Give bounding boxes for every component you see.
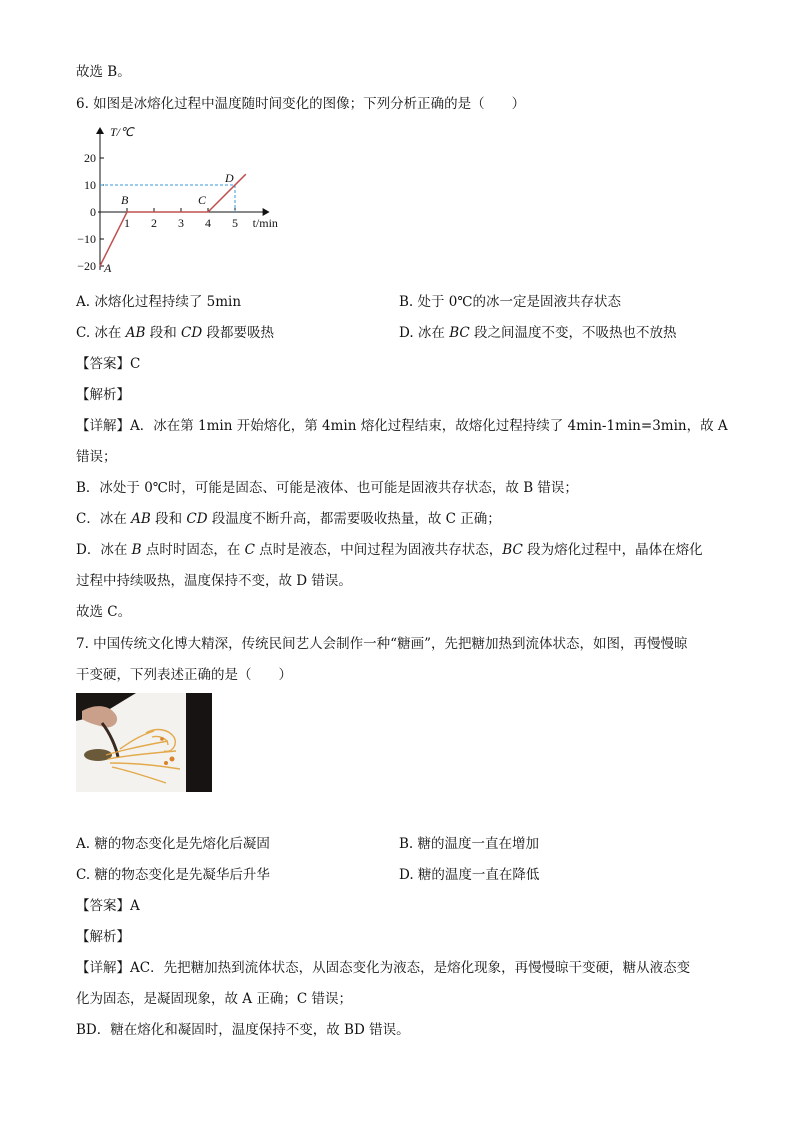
melting-graph xyxy=(74,120,294,280)
y-tick-label: 0 xyxy=(90,205,96,219)
x-axis-label: t/min xyxy=(252,216,278,230)
q6-option-d: D. 冰在 BC 段之间温度不变，不吸热也不放热 xyxy=(399,325,677,341)
q6-analysis-heading: 【解析】 xyxy=(76,387,130,403)
q7-option-c: C. 糖的物态变化是先凝华后升华 xyxy=(76,867,270,883)
q7-answer: 【答案】A xyxy=(76,898,140,914)
q7-detail-2: BD．糖在熔化和凝固时，温度保持不变，故 BD 错误。 xyxy=(76,1022,410,1038)
x-tick-label: 4 xyxy=(205,216,211,230)
chart-labels xyxy=(103,171,234,275)
q7-option-d: D. 糖的温度一直在降低 xyxy=(399,867,540,883)
q6-option-c: C. 冰在 AB 段和 CD 段都要吸热 xyxy=(76,325,274,341)
q6-option-a: A. 冰熔化过程持续了 5min xyxy=(76,294,242,310)
q6-detail-1: 【详解】A．冰在第 1min 开始熔化，第 4min 熔化过程结束，故熔化过程持续了 4min-1min=3min，故 A xyxy=(76,418,728,434)
x-tick-label: 3 xyxy=(178,216,184,230)
q7-detail-1b: 化为固态，是凝固现象，故 A 正确；C 错误； xyxy=(76,991,352,1007)
q6-option-b: B. 处于 0℃的冰一定是固液共存状态 xyxy=(399,294,621,310)
y-tick-label: 10 xyxy=(84,178,96,192)
point-label-c: C xyxy=(198,193,207,207)
x-tick-label: 1 xyxy=(124,216,130,230)
q7-option-a: A. 糖的物态变化是先熔化后凝固 xyxy=(76,836,270,852)
point-label-b: B xyxy=(121,193,129,207)
q6-conclusion: 故选 C。 xyxy=(76,604,132,620)
q6-detail-4: D．冰在 B 点时时固态，在 C 点时是液态，中间过程为固液共存状态，BC 段为熔化过程中，晶体在熔化 xyxy=(76,542,703,558)
x-tick-label: 2 xyxy=(151,216,157,230)
x-tick-label: 5 xyxy=(232,216,238,230)
q7-detail-1: 【详解】AC．先把糖加热到流体状态，从固态变化为液态，是熔化现象，再慢慢晾干变硬，糖从液态变 xyxy=(76,960,691,976)
q6-detail-2: B．冰处于 0℃时，可能是固态、可能是液体、也可能是固液共存状态，故 B 错误； xyxy=(76,480,578,496)
y-axis-label: T/℃ xyxy=(110,125,134,139)
temperature-curve xyxy=(100,174,246,266)
q7-option-b: B. 糖的温度一直在增加 xyxy=(399,836,540,852)
q6-detail-1b: 错误； xyxy=(76,449,117,465)
q7-analysis-heading: 【解析】 xyxy=(76,929,130,945)
q6-answer: 【答案】C xyxy=(76,356,141,372)
curve-line xyxy=(100,174,246,266)
q6-detail-3: C．冰在 AB 段和 CD 段温度不断升高，都需要吸收热量，故 C 正确； xyxy=(76,511,501,527)
point-label-d: D xyxy=(225,171,234,185)
prev-conclusion: 故选 B。 xyxy=(76,64,131,80)
q7-stem-line-1: 7. 中国传统文化博大精深，传统民间艺人会制作一种“糖画”，先把糖加热到流体状态，如图，再慢慢晾 xyxy=(76,636,688,652)
y-tick-label: −20 xyxy=(77,259,96,273)
point-label-a: A xyxy=(104,261,112,275)
q7-stem-line-2: 干变硬，下列表述正确的是（ ） xyxy=(76,667,292,683)
q6-detail-4b: 过程中持续吸热，温度保持不变，故 D 错误。 xyxy=(76,573,352,589)
y-tick-label: −10 xyxy=(77,232,96,246)
y-tick-label: 20 xyxy=(84,151,96,165)
q6-stem: 6. 如图是冰熔化过程中温度随时间变化的图像；下列分析正确的是（ ） xyxy=(76,96,526,112)
sugar-painting-photo xyxy=(76,693,212,792)
